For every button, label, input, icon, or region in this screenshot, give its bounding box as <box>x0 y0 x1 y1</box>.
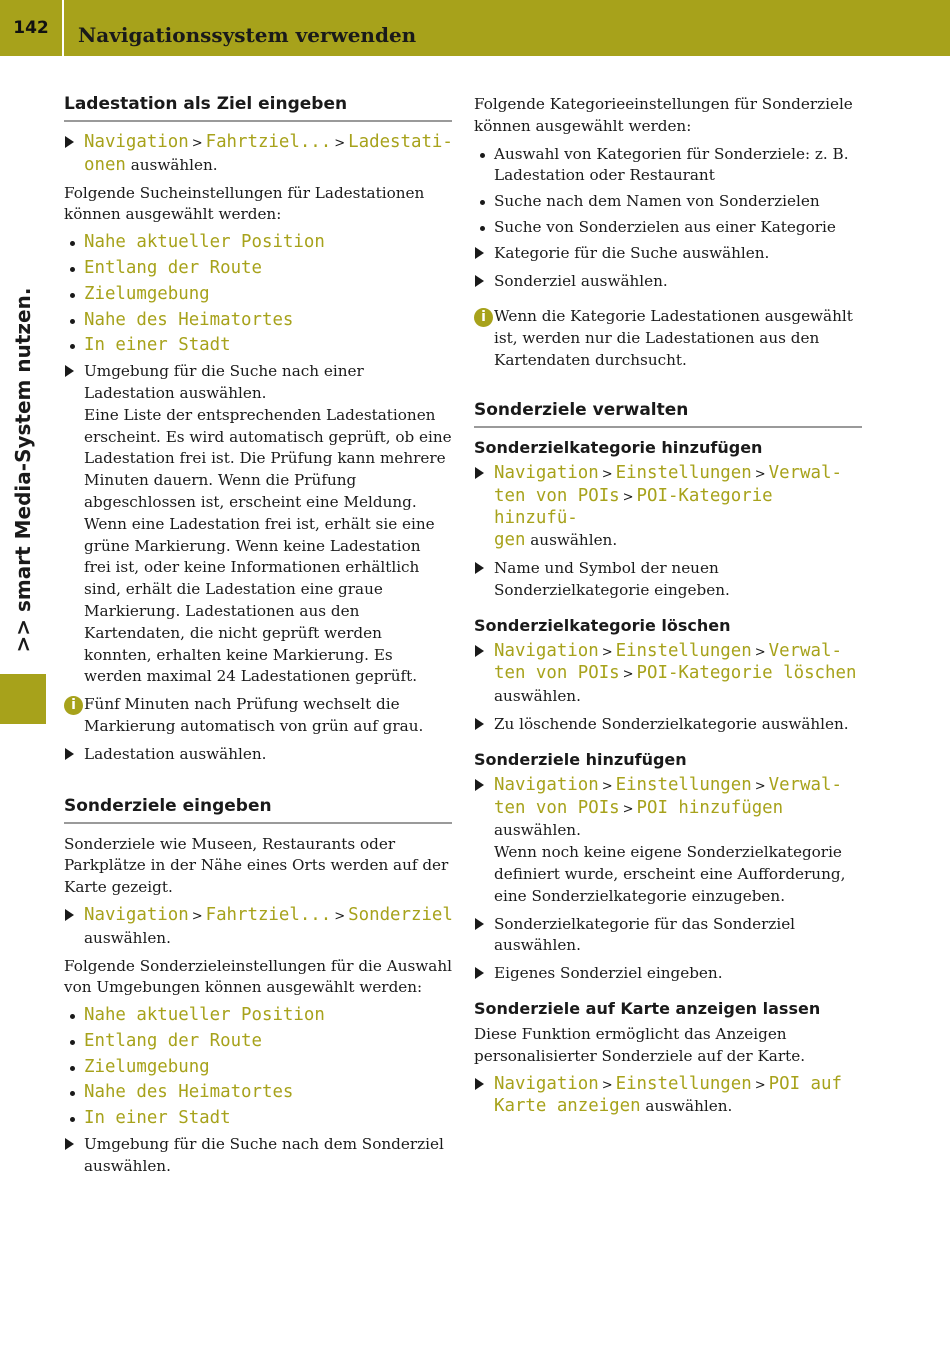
info-icon: i <box>64 696 83 715</box>
option-item[interactable] <box>64 310 452 332</box>
step-arrow-icon <box>475 645 484 657</box>
option-label: Zielumgebung <box>84 1056 210 1077</box>
step-arrow-icon <box>65 136 74 148</box>
menu-item-navigation[interactable]: Navigation <box>494 1073 599 1094</box>
menu-item-verwalten[interactable]: Verwal- <box>768 640 842 661</box>
chevron-right-icon: > <box>334 136 346 151</box>
option-label: Nahe des Heimatortes <box>84 309 294 330</box>
menu-item-verwalten-cont[interactable]: ten von POIs <box>494 485 620 506</box>
option-item[interactable] <box>64 284 452 306</box>
chevron-right-icon: > <box>601 1077 613 1093</box>
option-label: Nahe aktueller Position <box>84 232 325 253</box>
chevron-right-icon: > <box>191 908 203 924</box>
sidebar-label: >> smart Media-System nutzen. <box>11 287 35 653</box>
list-item-text: Suche von Sonderzielen aus einer Kategorie <box>494 217 836 236</box>
step-arrow-icon <box>475 467 484 479</box>
menu-item-verwalten-cont[interactable]: ten von POIs <box>494 797 620 818</box>
list-item <box>474 144 862 188</box>
menu-item-navigation[interactable]: Navigation <box>494 774 599 795</box>
list-item <box>474 217 862 239</box>
step-suffix: auswählen. <box>525 531 618 550</box>
menu-item-add-category[interactable]: POI-Kategorie hinzufü- <box>494 485 773 529</box>
step-select-category-delete <box>474 714 862 736</box>
menu-item-poi-on-map[interactable]: POI auf <box>768 1073 842 1094</box>
menu-item-add-poi[interactable]: POI hinzufügen <box>636 797 784 818</box>
option-label: In einer Stadt <box>84 1108 231 1129</box>
option-label: Zielumgebung <box>84 283 210 304</box>
bullet-icon <box>480 153 485 158</box>
menu-item-verwalten[interactable]: Verwal- <box>768 462 842 483</box>
step-text: Name und Symbol der neuen Sonderzielkategorie eingeben. <box>494 558 730 599</box>
paragraph-poi-intro: Sonderziele wie Museen, Restaurants oder Parkplätze in der Nähe eines Orts werden auf der Karte gezeigt. <box>64 834 449 897</box>
sidebar-marker <box>0 674 46 724</box>
header-divider <box>62 0 64 56</box>
menu-item-einstellungen[interactable]: Einstellungen <box>615 640 752 661</box>
section-title-ladestation: Ladestation als Ziel eingeben <box>64 94 452 122</box>
chevron-right-icon: > <box>622 489 634 505</box>
step-show-on-map <box>474 1074 862 1119</box>
chapter-title: Navigationssystem verwenden <box>78 23 417 47</box>
menu-item-einstellungen[interactable]: Einstellungen <box>615 1073 752 1094</box>
menu-item-einstellungen[interactable]: Einstellungen <box>615 462 752 483</box>
bullet-icon <box>70 267 75 272</box>
step-arrow-icon <box>65 909 74 921</box>
info-note <box>474 306 862 371</box>
step-arrow-icon <box>475 562 484 574</box>
menu-item-einstellungen[interactable]: Einstellungen <box>615 774 752 795</box>
option-label: Entlang der Route <box>84 257 262 278</box>
step-add-category <box>474 463 862 552</box>
chevron-right-icon: > <box>601 778 613 794</box>
option-item[interactable] <box>64 1057 452 1079</box>
chevron-right-icon: > <box>754 466 766 482</box>
bullet-icon <box>70 344 75 349</box>
step-description: Eine Liste der entsprechenden Ladestationen erscheint. Es wird automatisch geprüft, ob eine Ladestation frei ist. Die Prüfung kann mehrere Minuten dauern. Wenn die Prüfung abgeschlossen ist, erscheint eine Meldung. Wenn eine Ladestation frei ist, erhält sie eine grüne Markierung. Wenn keine Ladestation frei ist, oder keine Informationen erhältlich sind, erhält die Ladestation eine graue Markierung. Ladestationen aus den Kartendaten, die nicht geprüft werden konnten, erhalten keine Markierung. Es werden maximal 24 Ladestationen geprüft. <box>84 405 452 686</box>
note-text: Wenn die Kategorie Ladestationen ausgewählt ist, werden nur die Ladestationen aus den Kartendaten durchsucht. <box>494 307 853 369</box>
option-item[interactable] <box>64 1005 452 1027</box>
chevron-right-icon: > <box>622 801 634 817</box>
step-select-poi <box>64 905 452 950</box>
list-item <box>474 191 862 213</box>
subsection-title-add-poi: Sonderziele hinzufügen <box>474 749 687 769</box>
chevron-right-icon: > <box>334 908 346 924</box>
paragraph-poi-settings: Folgende Sonderzieleinstellungen für die Auswahl von Umgebungen können ausgewählt werden: <box>64 956 452 997</box>
list-item-text: Suche nach dem Namen von Sonderzielen <box>494 192 820 211</box>
step-arrow-icon <box>475 967 484 979</box>
step-arrow-icon <box>65 748 74 760</box>
menu-item-add-category-cont[interactable]: gen <box>494 530 526 551</box>
step-text: Umgebung für die Suche nach dem Sonderziel auswählen. <box>84 1135 444 1175</box>
menu-item-verwalten-cont[interactable]: ten von POIs <box>494 663 620 684</box>
option-label: In einer Stadt <box>84 335 231 356</box>
step-text: Sonderzielkategorie für das Sonderziel auswählen. <box>494 914 796 955</box>
chevron-right-icon: > <box>601 466 613 482</box>
bullet-icon <box>70 1091 75 1096</box>
step-select-poi-right <box>474 271 862 293</box>
menu-item-navigation[interactable]: Navigation <box>494 462 599 483</box>
bullet-icon <box>70 1117 75 1122</box>
step-select-category <box>474 243 862 265</box>
menu-item-ladestationen-cont[interactable]: onen <box>84 154 126 175</box>
menu-item-poi-on-map-cont[interactable]: Karte anzeigen <box>494 1096 641 1117</box>
step-arrow-icon <box>475 247 484 259</box>
bullet-icon <box>70 319 75 324</box>
step-add-poi <box>474 775 862 908</box>
option-label: Nahe aktueller Position <box>84 1005 325 1026</box>
step-description: Wenn noch keine eigene Sonderzielkategorie definiert wurde, erscheint eine Aufforderung, eine Sonderzielkategorie einzugeben. <box>494 843 846 905</box>
step-text: Zu löschende Sonderzielkategorie auswählen. <box>494 714 849 733</box>
page-number: 142 <box>13 18 49 38</box>
menu-item-delete-category[interactable]: POI-Kategorie löschen <box>636 663 857 684</box>
menu-item-navigation[interactable]: Navigation <box>494 640 599 661</box>
step-text: Kategorie für die Suche auswählen. <box>494 243 770 262</box>
list-item-text: Auswahl von Kategorien für Sonderziele: z. B. Ladestation oder Restaurant <box>494 144 849 185</box>
bullet-icon <box>70 293 75 298</box>
bullet-icon <box>480 200 485 205</box>
option-item[interactable] <box>64 1082 452 1104</box>
subsection-title-show-on-map: Sonderziele auf Karte anzeigen lassen <box>474 998 821 1018</box>
note-text: Fünf Minuten nach Prüfung wechselt die Markierung automatisch von grün auf grau. <box>84 695 424 735</box>
option-item[interactable] <box>64 1031 452 1053</box>
sidebar-label-wrap <box>2 270 44 670</box>
bullet-icon <box>70 241 75 246</box>
step-suffix: auswählen. <box>640 1097 733 1116</box>
step-enter-own-poi <box>474 963 862 985</box>
paragraph-category-settings: Folgende Kategorieeinstellungen für Sonderziele können ausgewählt werden: <box>474 95 853 135</box>
step-arrow-icon <box>475 718 484 730</box>
step-text: Ladestation auswählen. <box>84 744 267 763</box>
subsection-title-add-category: Sonderzielkategorie hinzufügen <box>474 437 763 457</box>
step-arrow-icon <box>65 365 74 377</box>
section-title-sonderziele: Sonderziele eingeben <box>64 796 452 824</box>
step-text: Eigenes Sonderziel eingeben. <box>494 964 723 983</box>
step-arrow-icon <box>475 918 484 930</box>
option-item[interactable] <box>64 335 452 357</box>
step-select-station <box>64 744 452 766</box>
chevron-right-icon: > <box>754 644 766 660</box>
chevron-right-icon: > <box>754 1077 766 1093</box>
step-arrow-icon <box>475 779 484 791</box>
left-column <box>64 94 452 1184</box>
step-suffix: auswählen. <box>84 928 171 947</box>
step-suffix: auswählen. <box>494 821 581 840</box>
step-select-category-poi <box>474 914 862 958</box>
step-text: Umgebung für die Suche nach einer Ladestation auswählen. <box>84 362 364 402</box>
option-item[interactable] <box>64 258 452 280</box>
step-arrow-icon <box>475 1078 484 1090</box>
step-text: Sonderziel auswählen. <box>494 271 668 290</box>
paragraph-search-settings: Folgende Sucheinstellungen für Ladestationen können ausgewählt werden: <box>64 183 425 224</box>
step-delete-category <box>474 641 862 708</box>
step-select-area <box>64 361 452 688</box>
bullet-icon <box>480 226 485 231</box>
option-item[interactable] <box>64 232 452 254</box>
subsection-title-delete-category: Sonderzielkategorie löschen <box>474 615 731 635</box>
step-arrow-icon <box>65 1138 74 1150</box>
info-note <box>64 694 452 738</box>
step-suffix: auswählen. <box>125 155 218 174</box>
menu-item-fahrtziel[interactable]: Fahrtziel... <box>205 132 332 152</box>
step-enter-name-symbol <box>474 558 862 602</box>
chevron-right-icon: > <box>601 644 613 660</box>
section-title-verwalten: Sonderziele verwalten <box>474 400 862 428</box>
option-item[interactable] <box>64 1108 452 1130</box>
menu-item-sonderziel[interactable]: Sonderziel <box>348 904 453 925</box>
option-label: Nahe des Heimatortes <box>84 1082 294 1103</box>
option-label: Entlang der Route <box>84 1030 262 1051</box>
chevron-right-icon: > <box>754 778 766 794</box>
menu-item-navigation[interactable]: Navigation <box>84 904 189 925</box>
bullet-icon <box>70 1014 75 1019</box>
menu-item-ladestationen[interactable]: Ladestati- <box>348 132 453 152</box>
menu-item-verwalten[interactable]: Verwal- <box>768 774 842 795</box>
menu-item-fahrtziel[interactable]: Fahrtziel... <box>205 904 332 925</box>
right-column <box>474 94 862 1124</box>
paragraph-show-on-map: Diese Funktion ermöglicht das Anzeigen personalisierter Sonderziele auf der Karte. <box>474 1024 806 1065</box>
chevron-right-icon: > <box>191 136 203 151</box>
menu-item-navigation[interactable]: Navigation <box>84 132 189 152</box>
step-arrow-icon <box>475 275 484 287</box>
bullet-icon <box>70 1066 75 1071</box>
step-suffix: auswählen. <box>494 687 581 706</box>
step-select-charging-station <box>64 132 452 177</box>
bullet-icon <box>70 1040 75 1045</box>
info-icon: i <box>474 308 493 327</box>
step-select-poi-area <box>64 1134 452 1178</box>
chevron-right-icon: > <box>622 667 634 683</box>
